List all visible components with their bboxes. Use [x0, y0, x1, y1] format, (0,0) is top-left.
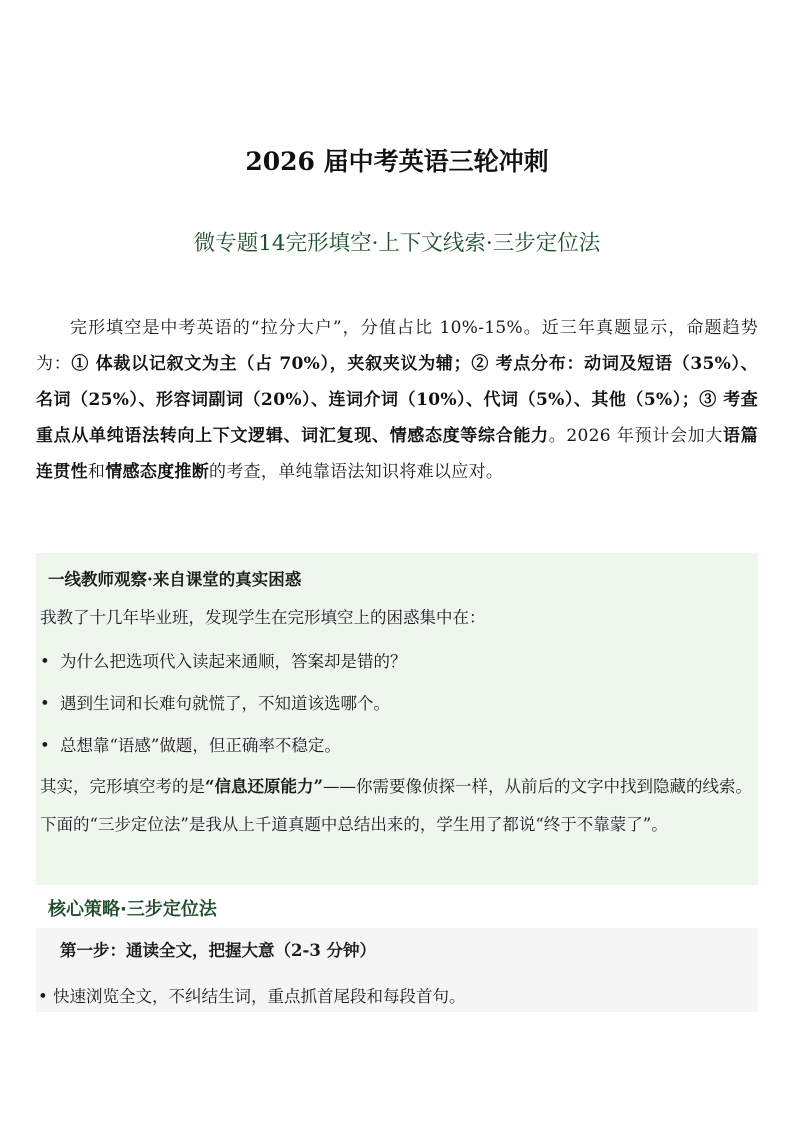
- observation-bullet-2: [40, 690, 390, 714]
- bullet-marker: •: [40, 694, 50, 713]
- intro-text-1: 完形填空是中考英语的“拉分大户”，分值占比 10%-15%。近三年真题显示，命题趋势为：: [36, 318, 758, 374]
- step1-title: 第一步：通读全文，把握大意（2-3 分钟）: [60, 941, 377, 960]
- bullet-text: 为什么把选项代入读起来通顺，答案却是错的？: [60, 652, 407, 671]
- bullet-marker: •: [38, 987, 48, 1006]
- intro-bold-coherence: 语篇连贯性: [36, 426, 758, 482]
- intro-paragraph: [36, 310, 758, 490]
- bullet-text: 总想靠“语感”做题，但正确率不稳定。: [60, 736, 341, 755]
- observation-lead: 我教了十几年毕业班，发现学生在完形填空上的困惑集中在：: [40, 608, 486, 627]
- observation-title: 一线教师观察·来自课堂的真实困惑: [48, 570, 302, 589]
- page-title: 2026 届中考英语三轮冲刺: [245, 147, 549, 176]
- step1-bullet: [38, 983, 465, 1007]
- observation-bullet-1: [40, 648, 407, 672]
- step1-bullet-text: 快速浏览全文，不纠结生词，重点抓首尾段和每段首句。: [52, 987, 466, 1006]
- conclusion-bold: “信息还原能力”: [205, 777, 323, 796]
- page-subtitle: 微专题14完形填空·上下文线索·三步定位法: [193, 231, 601, 256]
- bullet-text: 遇到生词和长难句就慌了，不知道该选哪个。: [60, 694, 390, 713]
- conclusion-text-1: 其实，完形填空考的是: [40, 777, 206, 796]
- intro-text-4: 的考查，单纯靠语法知识将难以应对。: [209, 462, 504, 482]
- bullet-marker: •: [40, 652, 50, 671]
- bullet-marker: •: [40, 736, 50, 755]
- intro-text-2: 。2026 年预计会加大: [548, 426, 724, 446]
- strategy-heading: 核心策略·三步定位法: [48, 899, 217, 920]
- conclusion-text-2: ——你需要像侦探一样，从前后的文字中找到隐藏的线索。下面的“三步定位法”是我从上千道真题中总结出来的，学生用了都说“终于不靠蒙了”。: [40, 777, 753, 834]
- intro-text-3: 和: [87, 462, 106, 482]
- observation-bullet-3: [40, 732, 341, 756]
- intro-bold-trends: ① 体裁以记叙文为主（占 70%），夹叙夹议为辅；② 考点分布：动词及短语（35%）、名词（25%）、形容词副词（20%）、连词介词（10%）、代词（5%）、其他（5%）；③ 考查重点从单纯语法转向上下文逻辑、词汇复现、情感态度等综合能力: [36, 354, 758, 446]
- observation-conclusion: [40, 768, 752, 844]
- intro-bold-emotion: 情感态度推断: [105, 462, 210, 482]
